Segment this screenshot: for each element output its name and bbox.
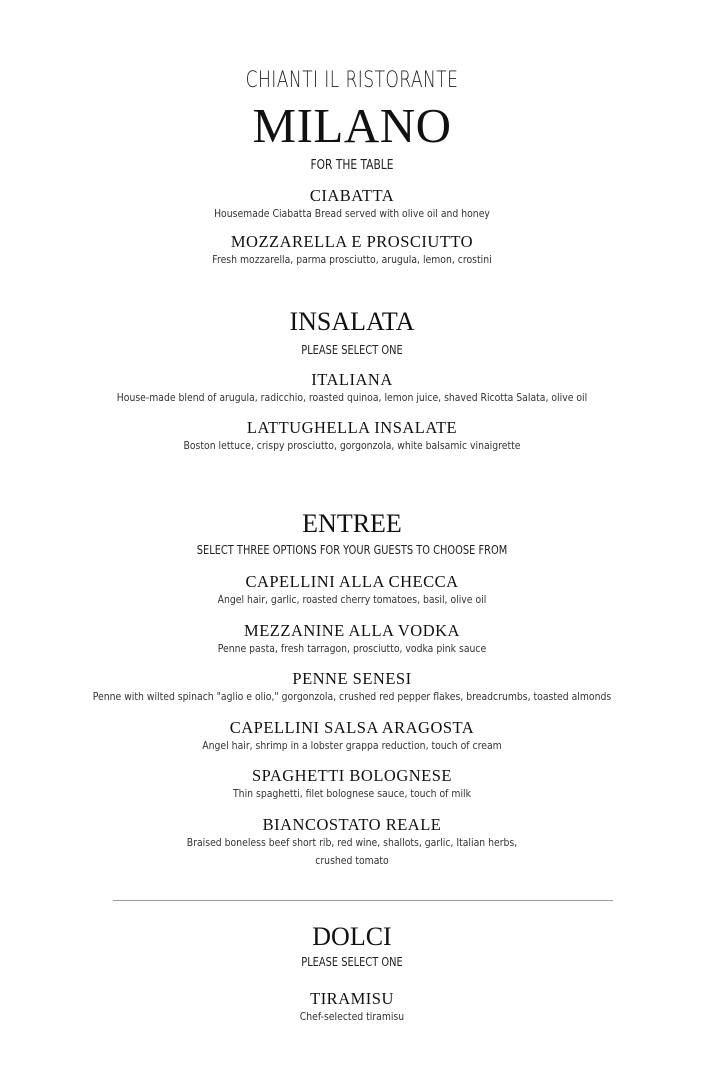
- dish-description: Penne with wilted spinach "aglio e olio," gorgonzola, crushed red pepper flakes, breadcrumbs, toasted almonds: [92, 690, 612, 703]
- dish-name: TIRAMISU: [310, 989, 394, 1008]
- dish-name: SPAGHETTI BOLOGNESE: [251, 766, 453, 785]
- dish-name: PENNE SENESI: [292, 669, 412, 688]
- section-subtitle: PLEASE SELECT ONE: [301, 955, 403, 969]
- section-title-insalata: INSALATA: [289, 307, 415, 336]
- section-title-dolci: DOLCI: [312, 922, 392, 951]
- dish-description: Thin spaghetti, filet bolognese sauce, touch of milk: [233, 787, 471, 800]
- dish-description: Housemade Ciabatta Bread served with olive oil and honey: [214, 207, 490, 220]
- dish-description: House-made blend of arugula, radicchio, roasted quinoa, lemon juice, shaved Ricotta Salata, olive oil: [116, 391, 588, 404]
- dish-name: LATTUGHELLA INSALATE: [246, 418, 458, 437]
- dish-name: CAPELLINI SALSA ARAGOSTA: [229, 718, 475, 737]
- section-title-entree: ENTREE: [302, 509, 402, 538]
- dish-description: Braised boneless beef short rib, red wine, shallots, garlic, Italian herbs,: [186, 836, 518, 849]
- dish-name: MOZZARELLA E PROSCIUTTO: [230, 232, 474, 251]
- dish-description-continued: crushed tomato: [315, 854, 389, 867]
- dish-description: Angel hair, shrimp in a lobster grappa reduction, touch of cream: [202, 739, 502, 752]
- section-subtitle: SELECT THREE OPTIONS FOR YOUR GUESTS TO CHOOSE FROM: [196, 543, 508, 557]
- dish-name: CAPELLINI ALLA CHECCA: [245, 572, 459, 591]
- dish-description: Fresh mozzarella, parma prosciutto, arugula, lemon, crostini: [212, 253, 492, 266]
- section-divider: [113, 900, 613, 901]
- dish-description: Angel hair, garlic, roasted cherry tomatoes, basil, olive oil: [217, 593, 487, 606]
- dish-name: CIABATTA: [309, 186, 395, 205]
- dish-description: Chef-selected tiramisu: [299, 1010, 405, 1023]
- dish-name: MEZZANINE ALLA VODKA: [244, 621, 460, 640]
- for-table-heading: FOR THE TABLE: [310, 158, 394, 173]
- dish-name: BIANCOSTATO REALE: [262, 815, 442, 834]
- dish-description: Boston lettuce, crispy prosciutto, gorgonzola, white balsamic vinaigrette: [183, 439, 521, 452]
- restaurant-brand: CHIANTI IL RISTORANTE: [245, 68, 459, 93]
- dish-name: ITALIANA: [311, 370, 393, 389]
- location-title: MILANO: [252, 98, 452, 153]
- section-subtitle: PLEASE SELECT ONE: [301, 343, 403, 357]
- dish-description: Penne pasta, fresh tarragon, prosciutto, vodka pink sauce: [217, 642, 487, 655]
